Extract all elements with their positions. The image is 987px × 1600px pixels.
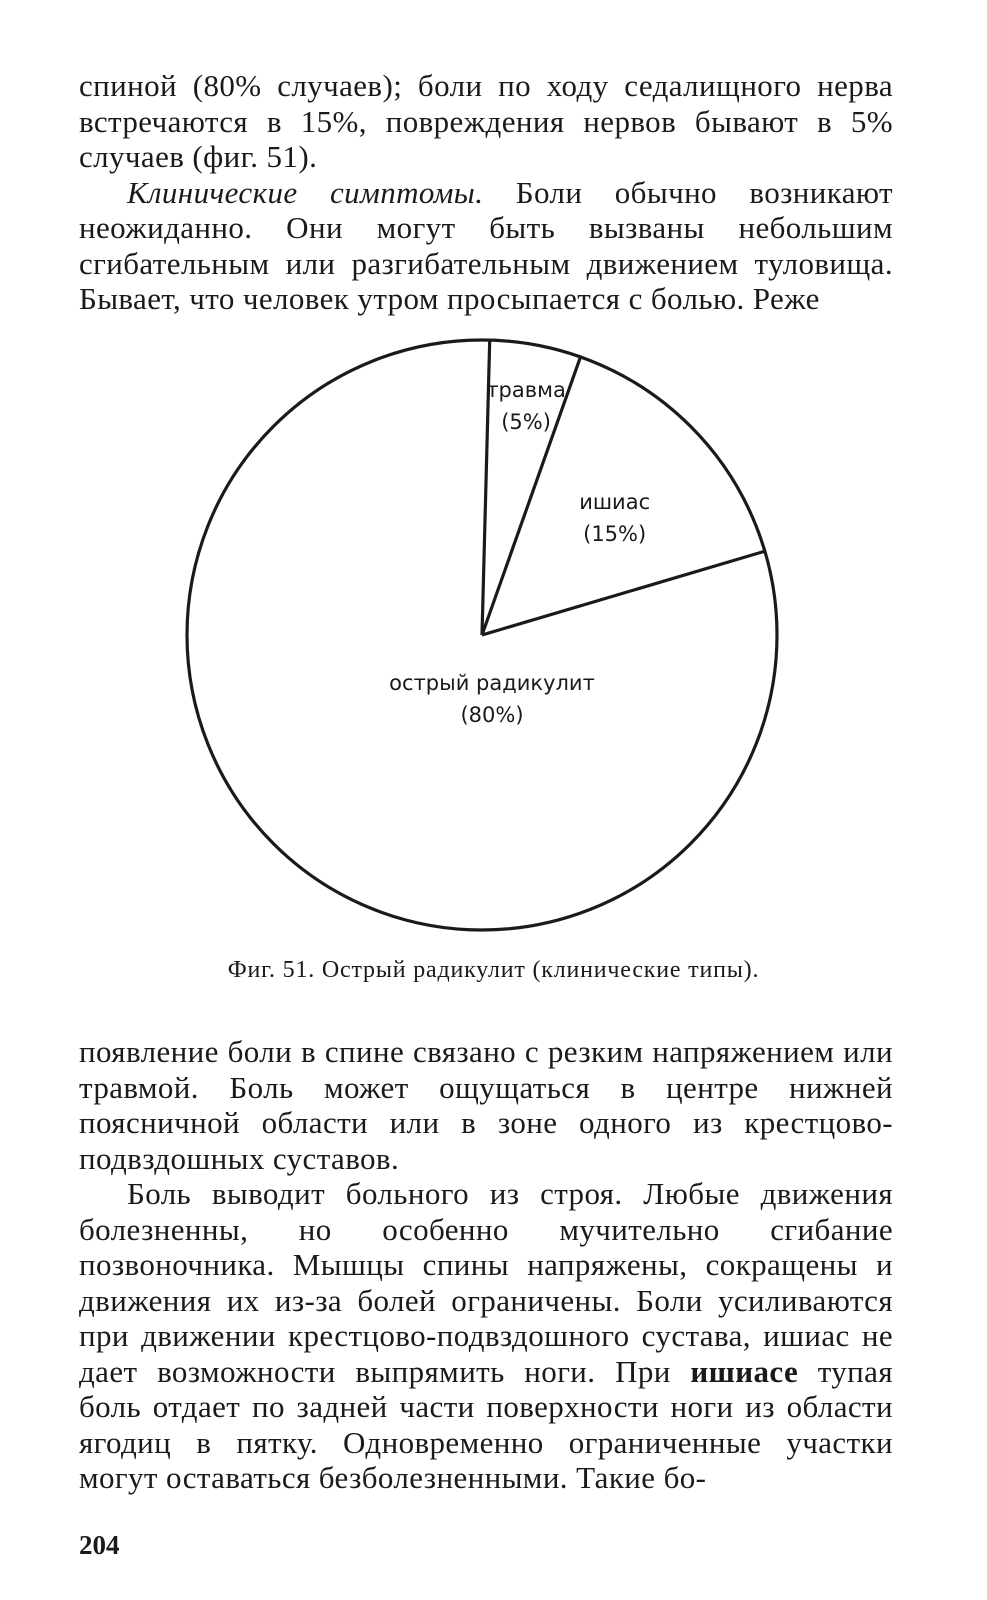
slice-value-label: (80%) [460,703,524,727]
italic-heading: Клинические симптомы. [127,174,484,210]
paragraph-pain [79,1176,893,1496]
slice-label: травма [486,378,566,403]
bold-term: ишиасе [690,1353,799,1389]
slice-value-label: (15%) [583,522,647,547]
figure-caption: Фиг. 51. Острый радикулит (клинические типы). [227,957,760,983]
paragraph-clinical-symptoms [79,175,893,317]
slice-label: ишиас [579,490,651,515]
slice-label: острый радикулит [389,671,595,695]
paragraph-continuation-2: появление боли в спине связано с резким напряжением или травмой. Боль может ощущаться в центре нижней поясничной области или в зоне одного из крестцово-подвздошных суставов. [79,1034,893,1176]
pie-chart-figure [160,320,810,960]
slice-value-label: (5%) [501,410,551,435]
bottom-text-block [79,1034,893,1496]
paragraph-body-start: Боль выводит больного из строя. Любые движения болезненны, но особенно мучительно сгибание позвоночника. Мышцы спины напряжены, сокращены и движения их из-за болей ограничены. Боли усиливаются при движении крестцово-подвздошного сустава, ишиас не дает возможности выпрямить ноги. При [79,1176,893,1389]
paragraph-continuation: спиной (80% случаев); боли по ходу седалищного нерва встречаются в 15%, повреждения нервов бывают в 5% случаев (фиг. 51). [79,68,893,174]
page-number: 204 [79,1530,120,1560]
pie-chart [160,320,810,960]
top-text-block [79,68,893,317]
paragraph-body: Боли обычно возникают неожиданно. Они могут быть вызваны небольшим сгибательным или разгибательным движением туловища. Бывает, что человек утром просыпается с болью. Реже [79,174,893,316]
paragraph-body-end: тупая боль отдает по задней части поверхности ноги из области ягодиц в пятку. Одновременно ограниченные участки могут оставаться безболезненными. Такие бо- [79,1353,893,1495]
